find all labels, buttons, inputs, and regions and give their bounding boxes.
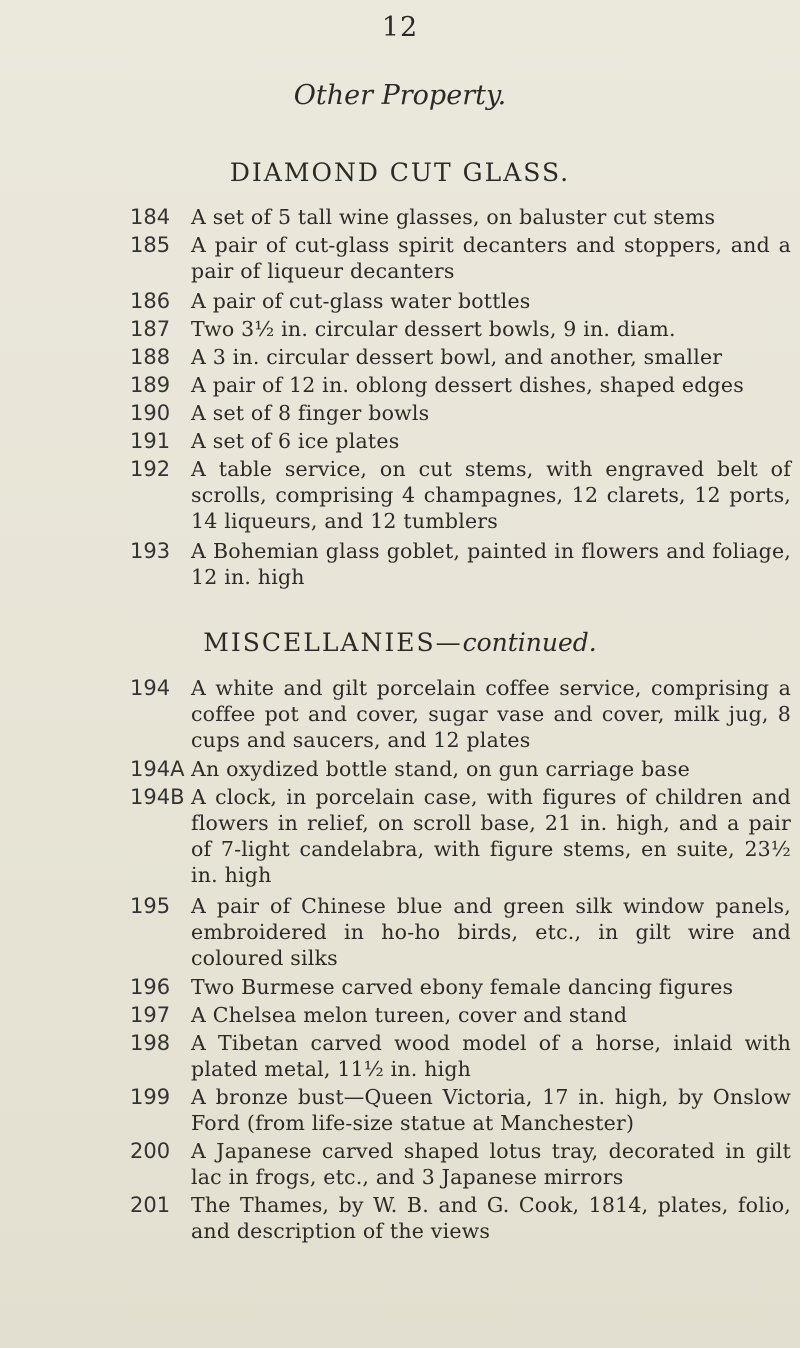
lot-number: 194B [130, 785, 185, 809]
lot-number: 192 [130, 457, 171, 481]
lot-number: 185 [130, 233, 171, 257]
section-heading-glass [0, 158, 800, 187]
lot-description: A Bohemian glass goblet, painted in flowers and foliage, 12 in. high [191, 539, 791, 589]
lot-description: An oxydized bottle stand, on gun carriage base [191, 757, 690, 781]
lot-number: 199 [130, 1085, 171, 1109]
lot-description: A pair of Chinese blue and green silk window panels, embroidered in ho-ho birds, etc., in gilt wire and coloured silks [191, 894, 791, 970]
section-heading-text: MISCELLANIES— [203, 628, 463, 657]
lot-description [191, 316, 791, 342]
lot-number: 196 [130, 975, 171, 999]
lot-description: A Japanese carved shaped lotus tray, decorated in gilt lac in frogs, etc., and 3 Japanese mirrors [191, 1139, 791, 1189]
lot-description: A pair of cut-glass spirit decanters and stoppers, and a pair of liqueur decanters [191, 233, 791, 283]
lot-number: 191 [130, 429, 171, 453]
lot-description: A Chelsea melon tureen, cover and stand [191, 1003, 628, 1027]
lot-description: A table service, on cut stems, with engraved belt of scrolls, comprising 4 champagnes, 12 clarets, 12 ports, 14 liqueurs, and 12 tumblers [191, 457, 791, 533]
lot-number: 186 [130, 289, 171, 313]
lot-number: 201 [130, 1193, 171, 1217]
section-heading-text: DIAMOND CUT GLASS. [229, 158, 571, 187]
lot-description: Two Burmese carved ebony female dancing figures [191, 975, 734, 999]
lot-description: A set of 6 ice plates [191, 429, 400, 453]
lot-number: 200 [130, 1139, 171, 1163]
lot-number: 184 [130, 205, 171, 229]
lot-description: A clock, in porcelain case, with figures of children and flowers in relief, on scroll base, 21 in. high, and a pair of 7-light candelabra, with figure stems, en suite, 23½ in. high [191, 785, 791, 887]
section-heading-suffix: continued. [462, 628, 597, 657]
section-heading-miscellanies [0, 628, 800, 657]
lot-description: A 3 in. circular dessert bowl, and another, smaller [191, 345, 723, 369]
lot-number: 193 [130, 539, 171, 563]
section-label: Other Property. [293, 80, 507, 111]
page-number: 12 [381, 12, 419, 43]
lot-description: A set of 5 tall wine glasses, on baluster cut stems [191, 205, 716, 229]
lot-number: 189 [130, 373, 171, 397]
lot-number: 187 [130, 317, 171, 341]
lot-number: 195 [130, 894, 171, 918]
lot-number: 197 [130, 1003, 171, 1027]
lot-description: A set of 8 finger bowls [191, 401, 430, 425]
lot-number: 198 [130, 1031, 171, 1055]
lot-description: The Thames, by W. B. and G. Cook, 1814, plates, folio, and description of the views [191, 1193, 791, 1243]
lot-description: A Tibetan carved wood model of a horse, inlaid with plated metal, 11½ in. high [191, 1031, 791, 1081]
lot-description: A pair of cut-glass water bottles [191, 289, 531, 313]
lot-number: 194A [130, 757, 185, 781]
lot-number: 194 [130, 676, 171, 700]
lot-number: 190 [130, 401, 171, 425]
lot-number: 188 [130, 345, 171, 369]
lot-description: A pair of 12 in. oblong dessert dishes, shaped edges [191, 373, 744, 397]
lot-text: Two 3½ in. circular dessert bowls, 9 in. diam. [191, 317, 676, 341]
lot-description: A bronze bust—Queen Victoria, 17 in. high, by Onslow Ford (from life-size statue at Manchester) [191, 1085, 791, 1135]
lot-description: A white and gilt porcelain coffee service, comprising a coffee pot and cover, sugar vase and cover, milk jug, 8 cups and saucers, and 12 plates [191, 676, 791, 752]
